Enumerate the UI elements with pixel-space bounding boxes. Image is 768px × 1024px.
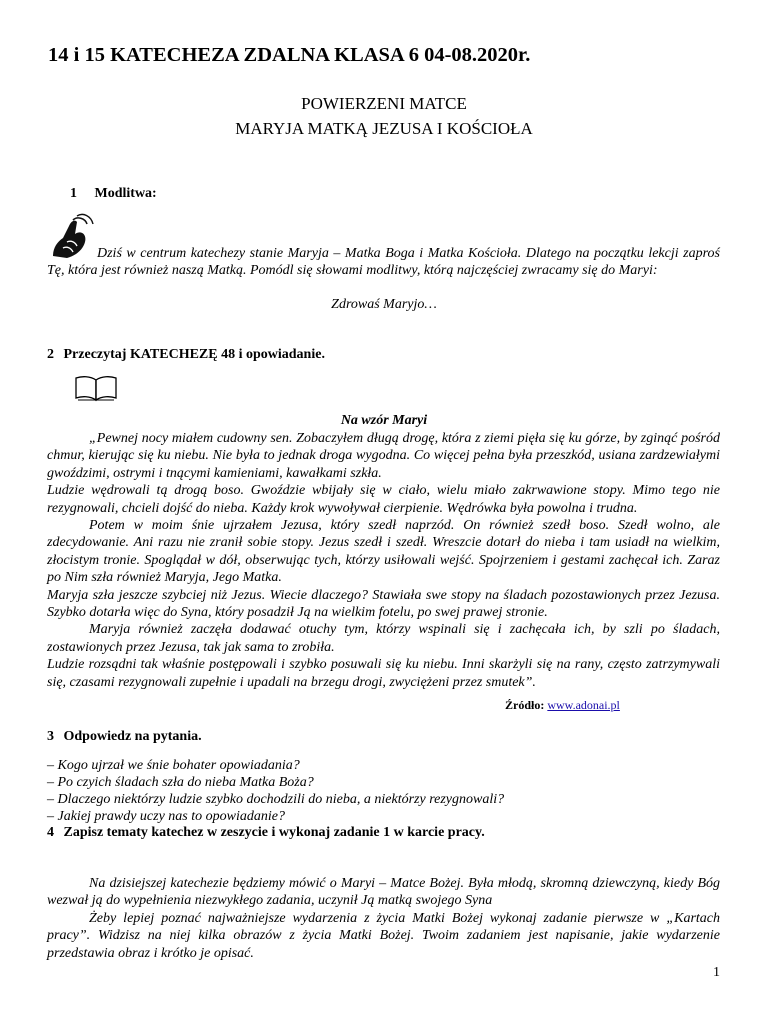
- page-number: 1: [713, 965, 720, 980]
- section-3-number: 3: [47, 729, 54, 744]
- section-2-heading: [47, 347, 325, 363]
- open-book-icon: [74, 374, 118, 402]
- section-1-heading: [70, 186, 157, 202]
- question-item: – Po czyich śladach szła do nieba Matka Boża?: [47, 775, 314, 790]
- section-2-number: 2: [47, 347, 54, 362]
- final-text: [47, 875, 720, 962]
- story-paragraph: Ludzie wędrowali tą drogą boso. Gwoździe wbijały się w ciało, wielu miało zakrwawione stopy. Mimo tego nie rezygnowali, chcieli dojść do nieba. Każdy krok wywoływał cierpienie. Wędrówka była powolna i trudna.: [47, 483, 720, 516]
- prayer-paragraph: Dziś w centrum katechezy stanie Maryja – Matka Boga i Matka Kościoła. Dlatego na początku lekcji zaproś Tę, która jest również naszą Matką. Pomódl się słowami modlitwy, którą najczęściej zwracamy się do Maryi:: [47, 246, 720, 279]
- story-paragraph: Ludzie rozsądni tak właśnie postępowali i szybko posuwali się ku niebu. Inni skarżyli się na rany, często zatrzymywali się, czasami rezygnowali zupełnie i upadali na brzegu drogi, zwyciężeni przez smutek”.: [47, 657, 720, 690]
- section-3-heading: [47, 729, 202, 745]
- source-link[interactable]: www.adonai.pl: [547, 698, 620, 712]
- story-paragraph: Maryja również zaczęła dodawać otuchy tym, którzy wspinali się i zachęcała ich, by szli po śladach, zostawionych przez Jezusa, tak jak sama to zrobiła.: [47, 622, 720, 655]
- subtitle-1: POWIERZENI MATCE: [301, 94, 467, 113]
- section-3-label: Odpowiedz na pytania.: [63, 729, 202, 744]
- final-paragraph: Żeby lepiej poznać najważniejsze wydarzenia z życia Matki Bożej wykonaj zadanie pierwsze w „Kartach pracy”. Widzisz na niej kilka obrazów z życia Matki Bożej. Twoim zadaniem jest napisanie, jakie wydarzenie przedstawia obraz i krótko je opisać.: [47, 910, 720, 961]
- section-2-label: Przeczytaj KATECHEZĘ 48 i opowiadanie.: [63, 347, 325, 362]
- source-line: [505, 698, 620, 713]
- story-paragraph: „Pewnej nocy miałem cudowny sen. Zobaczyłem długą drogę, która z ziemi pięła się ku górze, by zginąć pośród chmur, kierując się ku niebu. Nie była to jednak droga wygodna. Co więcej pełna była przeszkód, usiana zardzewiałymi gwoździmi, ostrymi i tnącymi kamieniami, kawałkami szkła.: [47, 431, 720, 481]
- section-4-label: Zapisz tematy katechez w zeszycie i wykonaj zadanie 1 w karcie pracy.: [63, 825, 485, 840]
- story-text: [47, 430, 720, 691]
- section-1-label: Modlitwa:: [94, 186, 157, 201]
- story-paragraph: Maryja szła jeszcze szybciej niż Jezus. Wiecie dlaczego? Stawiała swe stopy na śladach pozostawionych przez Jezusa. Szybko dotarła więc do Syna, który posadził Ją na wielkim fotelu, po swej prawej stronie.: [47, 587, 720, 621]
- prayer-name: Zdrowaś Maryjo…: [331, 297, 437, 312]
- subtitle-2: MARYJA MATKĄ JEZUSA I KOŚCIOŁA: [235, 119, 533, 138]
- section-4-heading: [47, 825, 485, 841]
- page-title: 14 i 15 KATECHEZA ZDALNA KLASA 6 04-08.2020r.: [48, 44, 531, 66]
- source-label: Źródło:: [505, 698, 545, 712]
- question-item: – Kogo ujrzał we śnie bohater opowiadania?: [47, 758, 300, 773]
- story-paragraph: Potem w moim śnie ujrzałem Jezusa, który szedł naprzód. On również szedł boso. Szedł wolno, ale zdecydowanie. Ani razu nie zranił sobie stopy. Jezus szedł i szedł. Wreszcie dotarł do nieba i tam usiadł na wielkim, złocistym tronie. Spoglądał w dół, obserwując tych, którzy usiłowali wejść. Spojrzeniem i gestami zachęcał ich. Zaraz po Nim szła również Maryja, Jego Matka.: [47, 518, 720, 586]
- section-1-number: 1: [70, 186, 77, 201]
- question-item: – Dlaczego niektórzy ludzie szybko dochodzili do nieba, a niektórzy rezygnowali?: [47, 792, 505, 807]
- story-title: Na wzór Maryi: [340, 413, 428, 428]
- section-4-number: 4: [47, 825, 54, 840]
- final-paragraph: Na dzisiejszej katechezie będziemy mówić o Maryi – Matce Bożej. Była młodą, skromną dziewczyną, kiedy Bóg wezwał ją do wypełnienia niezwykłego zadania, uczynił Ją matką swojego Syna: [47, 876, 720, 909]
- question-item: – Jakiej prawdy uczy nas to opowiadanie?: [47, 809, 285, 824]
